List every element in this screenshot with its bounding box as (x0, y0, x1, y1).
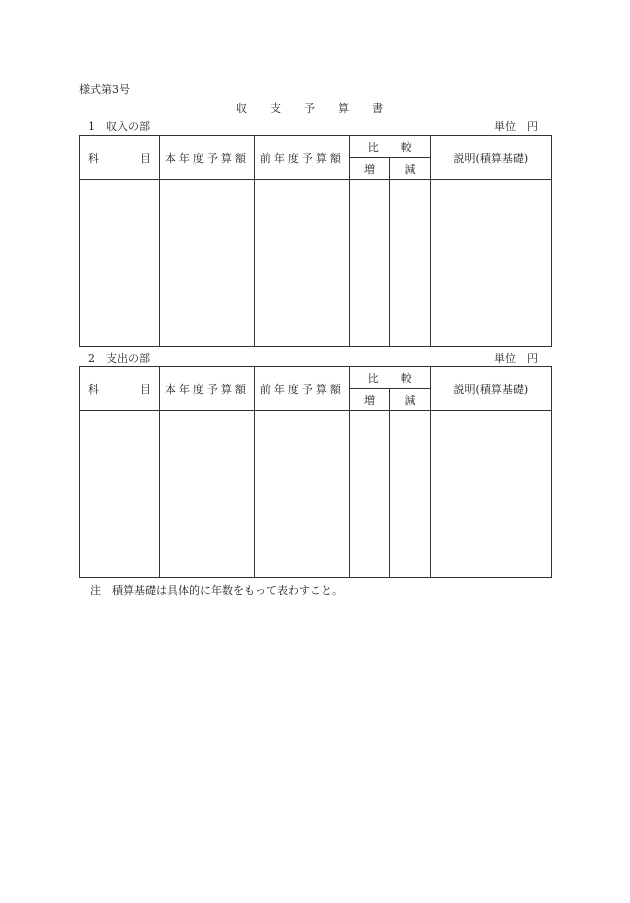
expense-decrease-cell[interactable] (390, 411, 430, 578)
header-previous-budget: 前年度予算額 (254, 367, 349, 411)
income-unit-label: 単位 円 (494, 120, 538, 133)
header-subject (80, 136, 160, 180)
expense-increase-cell[interactable] (349, 411, 389, 578)
expense-section-heading: 2 支出の部 (88, 352, 150, 365)
expense-subject-cell[interactable] (80, 411, 160, 578)
income-previous-cell[interactable] (254, 180, 349, 347)
footnote: 注 積算基礎は具体的に年数をもって表わすこと。 (90, 584, 343, 597)
income-section-heading: 1 収入の部 (88, 120, 150, 133)
subject-left: 科 (88, 382, 99, 396)
header-decrease: 減 (390, 158, 430, 180)
income-explanation-cell[interactable] (430, 180, 551, 347)
header-increase: 増 (349, 389, 389, 411)
subject-left: 科 (88, 151, 99, 165)
header-subject (80, 367, 160, 411)
subject-right: 目 (139, 382, 151, 396)
document-title: 収 支 予 算 書 (236, 102, 389, 115)
expense-budget-table (79, 366, 552, 578)
header-comparison: 比 較 (349, 136, 430, 158)
header-explanation: 説明(積算基礎) (430, 136, 551, 180)
header-explanation: 説明(積算基礎) (430, 367, 551, 411)
header-comparison: 比 較 (349, 367, 430, 389)
income-decrease-cell[interactable] (390, 180, 430, 347)
form-number: 様式第3号 (79, 83, 130, 96)
income-subject-cell[interactable] (80, 180, 160, 347)
income-increase-cell[interactable] (349, 180, 389, 347)
expense-explanation-cell[interactable] (430, 411, 551, 578)
subject-right: 目 (139, 151, 151, 165)
header-increase: 増 (349, 158, 389, 180)
header-previous-budget: 前年度予算額 (254, 136, 349, 180)
header-decrease: 減 (390, 389, 430, 411)
income-budget-table (79, 135, 552, 347)
income-current-cell[interactable] (159, 180, 254, 347)
header-current-budget: 本年度予算額 (159, 367, 254, 411)
expense-current-cell[interactable] (159, 411, 254, 578)
expense-previous-cell[interactable] (254, 411, 349, 578)
header-current-budget: 本年度予算額 (159, 136, 254, 180)
expense-unit-label: 単位 円 (494, 352, 538, 365)
